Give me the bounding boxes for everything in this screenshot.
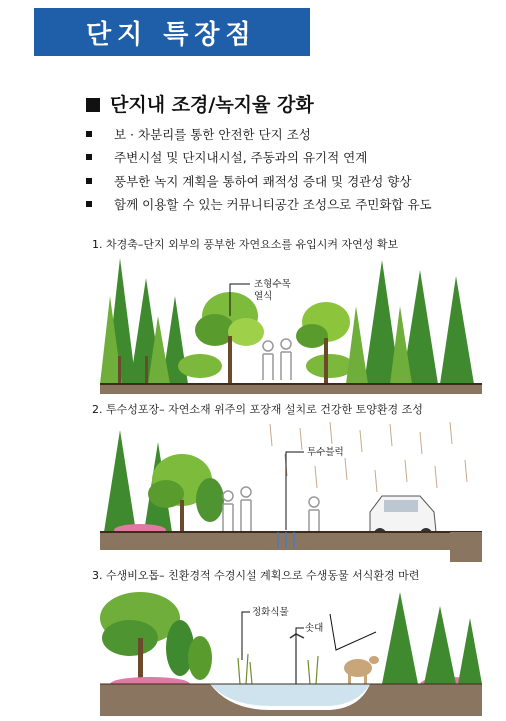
list-item: 풍부한 녹지 계획을 통하여 쾌적성 증대 및 경관성 향상 [86,169,496,193]
page-header-banner [34,8,310,56]
illustration-water-biotope [100,588,482,716]
figure-caption-1: 1. 차경축–단지 외부의 풍부한 자연요소를 유입시켜 자연성 확보 [92,238,399,251]
figure-caption-2: 2. 투수성포장– 자연소재 위주의 포장재 설치로 건강한 토양환경 조성 [92,403,423,416]
illustration-borrowed-landscape [100,256,482,394]
label-permeable-block: 투수블럭 [307,447,344,458]
list-item: 보 · 차분리를 통한 안전한 단지 조성 [86,122,496,146]
bullet-icon [86,201,92,207]
label-sotdae-pole: 솟대 [305,623,324,634]
section-title: 단지내 조경/녹지율 강화 [110,94,314,116]
square-bullet-icon [86,98,100,112]
section-heading [86,90,314,117]
bullet-icon [86,154,92,160]
feature-list [86,122,496,216]
illustration-permeable-paving [100,420,482,562]
label-sculpted-tree: 조형수목 [254,279,291,290]
page-title: 단지 특장점 [86,19,257,50]
list-item: 함께 이용할 수 있는 커뮤니티공간 조성으로 주민화합 유도 [86,193,496,217]
label-row-planting: 열식 [254,291,273,302]
figure-caption-3: 3. 수생비오톱– 친환경적 수경시설 계획으로 수생동물 서식환경 마련 [92,569,420,582]
bullet-icon [86,131,92,137]
label-purifying-plants: 정화식물 [252,607,289,618]
bullet-icon [86,178,92,184]
list-item: 주변시설 및 단지내시설, 주동과의 유기적 연계 [86,146,496,170]
